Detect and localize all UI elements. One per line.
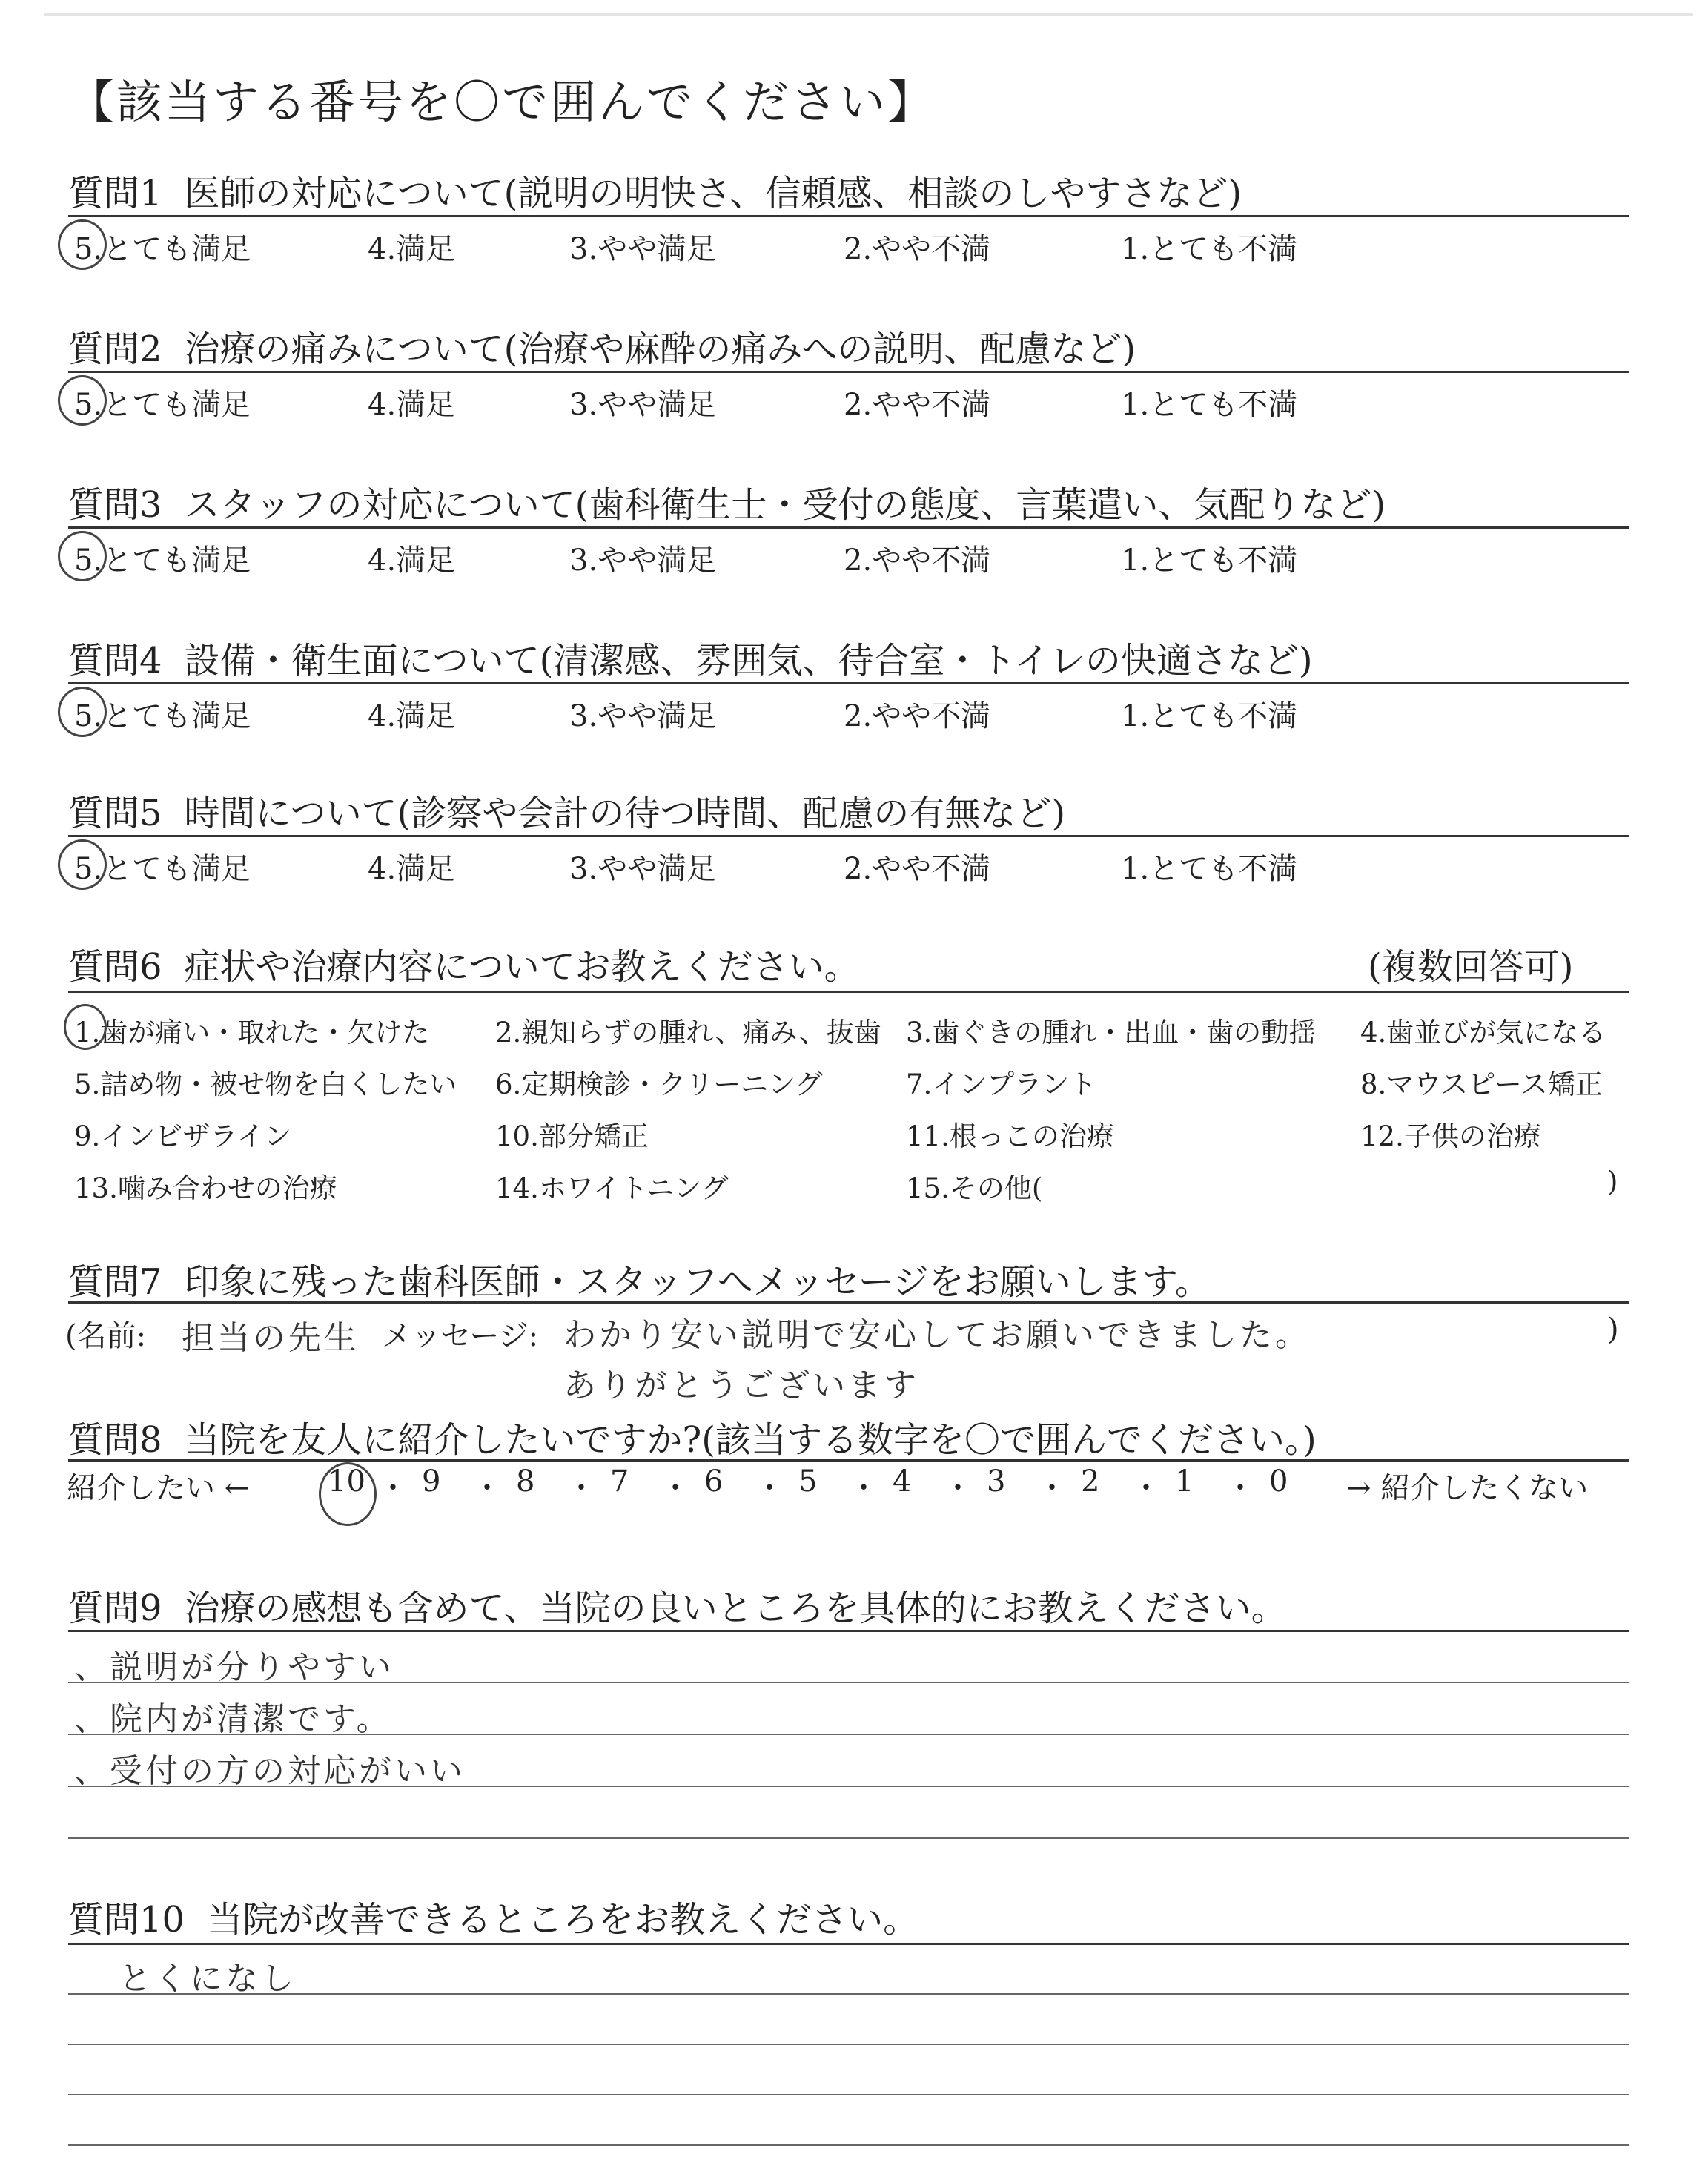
q1-text: 医師の対応について(説明の明快さ、信頼感、相談のしやすさなど) [184,173,1242,214]
q6-rule [68,991,1629,993]
q6-option-11[interactable]: 11.根っこの治療 [906,1120,1114,1152]
q10-text: 当院が改善できるところをお教えください。 [207,1899,919,1941]
q9-number: 質問9 [68,1588,162,1629]
page-title: 【該当する番号を〇で囲んでください】 [68,75,936,129]
q6-selected-circle [64,1004,107,1050]
q3-selected-circle [58,531,107,581]
q6-multi-note: (複数回答可) [1368,946,1574,988]
q9-title [68,1579,1287,1631]
q10-number: 質問10 [68,1899,185,1941]
q1-option-5[interactable]: 5.とても満足 [74,232,251,266]
q10-line-3 [68,2094,1629,2095]
q6-number: 質問6 [68,946,162,988]
q3-option-2[interactable]: 2.やや不満 [844,544,991,578]
q2-option-4[interactable]: 4.満足 [368,388,456,422]
q8-text: 当院を友人に紹介したいですか?(該当する数字を〇で囲んでください。) [184,1419,1317,1461]
q3-option-5[interactable]: 5.とても満足 [74,544,251,578]
q1-option-4[interactable]: 4.満足 [368,232,456,266]
q1-title [68,165,1242,216]
q9-text: 治療の感想も含めて、当院の良いところを具体的にお教えください。 [184,1588,1287,1629]
q7-text: 印象に残った歯科医師・スタッフへメッセージをお願いします。 [184,1261,1211,1303]
q10-line-1 [68,1993,1629,1995]
q5-option-2[interactable]: 2.やや不満 [844,852,991,886]
q6-title [68,938,860,989]
q3-option-4[interactable]: 4.満足 [368,544,456,578]
q9-line-4 [68,1837,1629,1839]
q1-option-2[interactable]: 2.やや不満 [844,232,991,266]
q8-scale-1[interactable]: 1 [1175,1464,1194,1499]
q4-selected-circle [58,687,107,737]
q2-option-5[interactable]: 5.とても満足 [74,388,251,422]
q8-scale-separator: ・ [566,1471,596,1505]
q4-option-2[interactable]: 2.やや不満 [844,699,991,733]
q3-text: スタッフの対応について(歯科衛生士・受付の態度、言葉遣い、気配りなど) [184,484,1386,526]
q8-scale-separator: ・ [472,1471,502,1505]
q9-answer-3[interactable]: 、受付の方の対応がいい [74,1752,466,1790]
q2-option-3[interactable]: 3.やや満足 [569,388,717,422]
q9-rule [68,1630,1629,1632]
q4-title [68,632,1313,683]
q8-scale-8[interactable]: 8 [516,1464,535,1499]
q8-rule [68,1459,1629,1462]
q3-option-3[interactable]: 3.やや満足 [569,544,717,578]
q10-title [68,1891,918,1942]
q8-scale-0[interactable]: 0 [1269,1464,1288,1499]
q2-selected-circle [58,375,107,426]
q6-option-10[interactable]: 10.部分矯正 [495,1120,649,1152]
q4-option-1[interactable]: 1.とても不満 [1121,699,1298,733]
q4-option-3[interactable]: 3.やや満足 [569,699,717,733]
q6-option-15[interactable]: 15.その他( [906,1172,1043,1204]
q6-option-5[interactable]: 5.詰め物・被せ物を白くしたい [74,1069,457,1100]
q2-rule [68,371,1629,373]
q7-title [68,1253,1211,1304]
q6-option-2[interactable]: 2.親知らずの腫れ、痛み、抜歯 [495,1017,881,1048]
q8-scale-7[interactable]: 7 [610,1464,629,1499]
q6-option-9[interactable]: 9.インビザライン [74,1120,292,1152]
q6-option-6[interactable]: 6.定期検診・クリーニング [495,1069,823,1100]
q1-rule [68,215,1629,217]
q8-scale-2[interactable]: 2 [1081,1464,1100,1499]
q7-rule [68,1301,1629,1304]
q10-rule [68,1943,1629,1945]
q7-number: 質問7 [68,1261,162,1303]
q4-rule [68,682,1629,684]
q7-name-value[interactable]: 担当の先生 [182,1319,360,1357]
q8-scale-separator: ・ [943,1471,973,1505]
q6-text: 症状や治療内容についてお教えください。 [184,946,860,988]
q1-option-1[interactable]: 1.とても不満 [1121,232,1298,266]
q8-scale-5[interactable]: 5 [798,1464,818,1499]
q1-selected-circle [58,219,107,270]
q3-title [68,476,1386,527]
q2-number: 質問2 [68,328,162,370]
q7-message-label: メッセージ: [382,1319,539,1353]
q2-text: 治療の痛みについて(治療や麻酔の痛みへの説明、配慮など) [184,328,1136,370]
q4-number: 質問4 [68,640,162,681]
q5-rule [68,835,1629,837]
q4-option-5[interactable]: 5.とても満足 [74,699,251,733]
q6-option-3[interactable]: 3.歯ぐきの腫れ・出血・歯の動揺 [906,1017,1317,1048]
top-border [44,13,1693,16]
q8-selected-circle [319,1462,377,1526]
q6-option-14[interactable]: 14.ホワイトニング [495,1172,729,1204]
q6-option-15-close: ) [1607,1166,1618,1198]
q6-option-13[interactable]: 13.噛み合わせの治療 [74,1172,337,1204]
q1-option-3[interactable]: 3.やや満足 [569,232,717,266]
q8-scale-separator: ・ [1037,1471,1067,1505]
q7-name-label: (名前: [65,1319,147,1353]
q8-scale-9[interactable]: 9 [422,1464,441,1499]
q8-number: 質問8 [68,1419,162,1461]
q8-scale-10[interactable]: 10 [328,1464,365,1499]
q2-option-2[interactable]: 2.やや不満 [844,388,991,422]
q8-scale-separator: ・ [1225,1471,1255,1505]
q2-option-1[interactable]: 1.とても不満 [1121,388,1298,422]
q5-title [68,785,1065,836]
q8-scale-4[interactable]: 4 [893,1464,912,1499]
q8-right-label: → 紹介したくない [1346,1471,1589,1505]
q4-option-4[interactable]: 4.満足 [368,699,456,733]
q8-scale-separator: ・ [661,1471,690,1505]
q6-option-12[interactable]: 12.子供の治療 [1360,1120,1541,1152]
q2-title [68,320,1136,371]
q5-option-5[interactable]: 5.とても満足 [74,852,251,886]
q8-title [68,1411,1317,1462]
q5-option-3[interactable]: 3.やや満足 [569,852,717,886]
q6-option-8[interactable]: 8.マウスピース矯正 [1360,1069,1603,1100]
q9-answer-2[interactable]: 、院内が清潔です。 [74,1700,392,1738]
q1-number: 質問1 [68,173,162,214]
q10-line-2 [68,2044,1629,2045]
q6-option-1[interactable]: 1.歯が痛い・取れた・欠けた [74,1017,430,1048]
q5-option-1[interactable]: 1.とても不満 [1121,852,1298,886]
q5-selected-circle [58,839,107,890]
q8-scale-separator: ・ [378,1471,408,1505]
q8-scale-6[interactable]: 6 [704,1464,724,1499]
q3-option-1[interactable]: 1.とても不満 [1121,544,1298,578]
q9-answer-1[interactable]: 、説明が分りやすい [74,1648,394,1686]
q7-close-paren: ) [1607,1312,1619,1347]
q3-number: 質問3 [68,484,162,526]
q10-answer-1[interactable]: とくになし [119,1960,297,1998]
q8-scale-separator: ・ [755,1471,784,1505]
q6-option-4[interactable]: 4.歯並びが気になる [1360,1017,1606,1048]
q7-message-line2[interactable]: ありがとうございます [563,1367,919,1404]
q8-scale-3[interactable]: 3 [987,1464,1006,1499]
q8-scale-separator: ・ [849,1471,878,1505]
q6-option-7[interactable]: 7.インプラント [906,1069,1097,1100]
q10-line-4 [68,2144,1629,2146]
q5-text: 時間について(診察や会計の待つ時間、配慮の有無など) [184,793,1066,834]
q5-number: 質問5 [68,793,162,834]
q8-scale-separator: ・ [1131,1471,1161,1505]
q7-message-line1[interactable]: わかり安い説明で安心してお願いできました。 [563,1316,1311,1354]
q5-option-4[interactable]: 4.満足 [368,852,456,886]
q4-text: 設備・衛生面について(清潔感、雰囲気、待合室・トイレの快適さなど) [184,640,1313,681]
q3-rule [68,526,1629,529]
q8-left-label: 紹介したい ← [67,1471,250,1505]
